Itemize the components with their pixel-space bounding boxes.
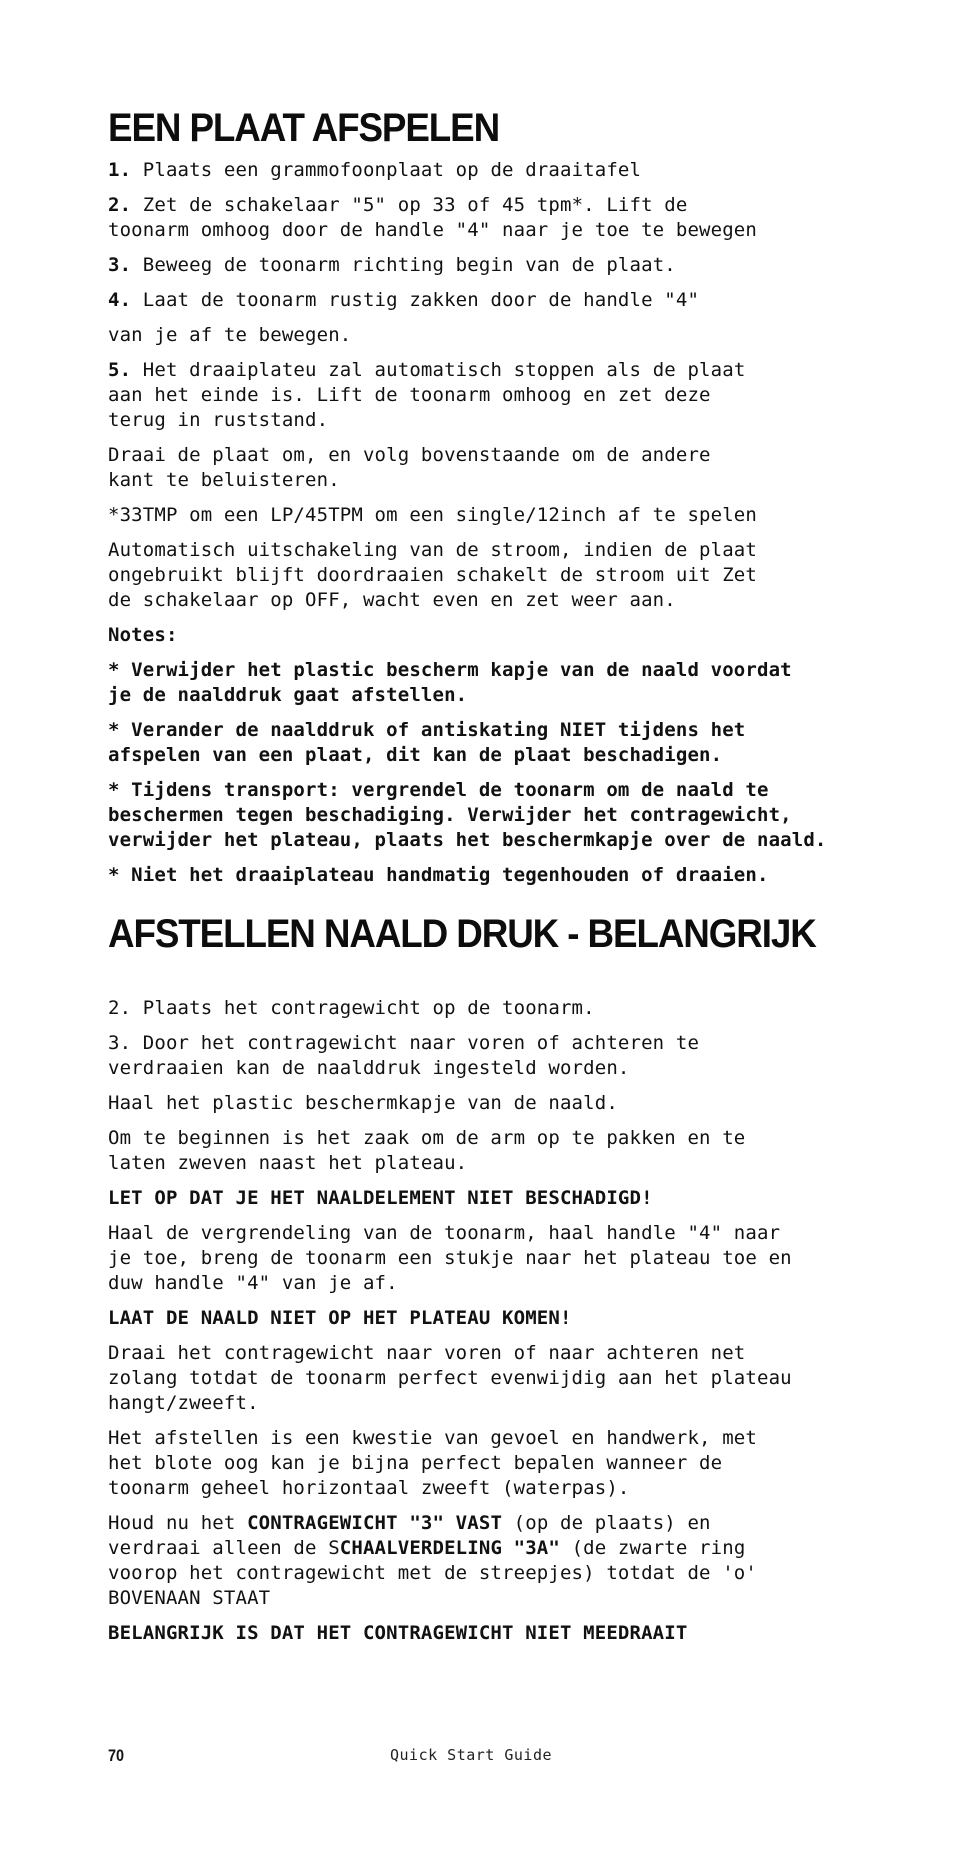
paragraph: Om te beginnen is het zaak om de arm op te pakken en te laten zweven naast het plateau. (108, 1127, 746, 1174)
step-text: Beweeg de toonarm richting begin van de plaat. (131, 254, 676, 276)
step-2 (108, 193, 868, 243)
paragraph: 3. Door het contragewicht naar voren of achteren te verdraaien kan de naalddruk ingesteld worden. (108, 1032, 700, 1079)
note-item: * Tijdens transport: vergrendel de toonarm om de naald te beschermen tegen beschadiging. Verwijder het contragewicht, verwijder het plateau, plaats het beschermkapje over de naald. (108, 779, 827, 851)
document-page (108, 106, 868, 1656)
section-title-tracking-force: AFSTELLEN NAALD DRUK - BELANGRIJK (108, 912, 816, 956)
text-run: (de zwarte ring voorop het contragewicht met de streepjes) totdat de 'o' BOVENAAN STAAT (108, 1537, 757, 1609)
text-run: (op de plaats) en verdraai alleen de S (108, 1512, 711, 1559)
warning-text: LET OP DAT JE HET NAALDELEMENT NIET BESCHADIGD! (108, 1187, 653, 1209)
notes-label: Notes: (108, 624, 178, 646)
note-item: * Verander de naalddruk of antiskating NIET tijdens het afspelen van een plaat, dit kan de plaat beschadigen. (108, 719, 746, 766)
warning-text: LAAT DE NAALD NIET OP HET PLATEAU KOMEN! (108, 1307, 572, 1329)
counterweight-instruction (108, 1511, 868, 1611)
page-number: 70 (108, 1746, 125, 1765)
page-footer (0, 1746, 954, 1770)
step-text: Laat de toonarm rustig zakken door de handle "4" (131, 289, 700, 311)
paragraph: Haal het plastic beschermkapje van de naald. (108, 1092, 618, 1114)
step-1 (108, 158, 868, 183)
text-run: Houd nu het (108, 1512, 248, 1534)
step-text: Zet de schakelaar "5" op 33 of 45 tpm*. Lift de toonarm omhoog door de handle "4" naar je toe te bewegen (108, 194, 757, 241)
note-item: * Niet het draaiplateau handmatig tegenhouden of draaien. (108, 864, 769, 886)
step-3 (108, 253, 868, 278)
step-4 (108, 288, 868, 313)
note-item: * Verwijder het plastic bescherm kapje van de naald voordat je de naalddruk gaat afstellen. (108, 659, 792, 706)
paragraph: Het afstellen is een kwestie van gevoel en handwerk, met het blote oog kan je bijna perfect bepalen wanneer de toonarm geheel horizontaal zweeft (waterpas). (108, 1427, 757, 1499)
text-run-bold: CONTRAGEWICHT "3" VAST (247, 1512, 503, 1534)
flip-record-text: Draai de plaat om, en volg bovenstaande om de andere kant te beluisteren. (108, 444, 711, 491)
step-text: Het draaiplateu zal automatisch stoppen als de plaat aan het einde is. Lift de toonarm omhoog en zet deze terug in ruststand. (108, 359, 746, 431)
paragraph: Draai het contragewicht naar voren of naar achteren net zolang totdat de toonarm perfect evenwijdig aan het plateau hangt/zweeft. (108, 1342, 792, 1414)
warning-text: BELANGRIJK IS DAT HET CONTRAGEWICHT NIET MEEDRAAIT (108, 1622, 688, 1644)
text-run-bold: CHAALVERDELING "3A" (339, 1537, 560, 1559)
section-title-play-record: EEN PLAAT AFSPELEN (108, 106, 500, 150)
paragraph: Haal de vergrendeling van de toonarm, haal handle "4" naar je toe, breng de toonarm een stukje naar het plateau toe en duw handle "4" van je af. (108, 1222, 792, 1294)
auto-off-text: Automatisch uitschakeling van de stroom, indien de plaat ongebruikt blijft doordraaien schakelt de stroom uit Zet de schakelaar op OFF, wacht even en zet weer aan. (108, 539, 757, 611)
rpm-footnote: *33TMP om een LP/45TPM om een single/12inch af te spelen (108, 504, 757, 526)
step-number: 5. (108, 359, 132, 381)
step-number: 3. (108, 254, 132, 276)
step-text: Plaats een grammofoonplaat op de draaitafel (131, 159, 642, 181)
step-number: 4. (108, 289, 132, 311)
step-number: 1. (108, 159, 132, 181)
paragraph: 2. Plaats het contragewicht op de toonarm. (108, 997, 595, 1019)
step-4-continued: van je af te bewegen. (108, 324, 352, 346)
guide-label: Quick Start Guide (390, 1746, 553, 1764)
step-5 (108, 358, 868, 433)
step-number: 2. (108, 194, 132, 216)
